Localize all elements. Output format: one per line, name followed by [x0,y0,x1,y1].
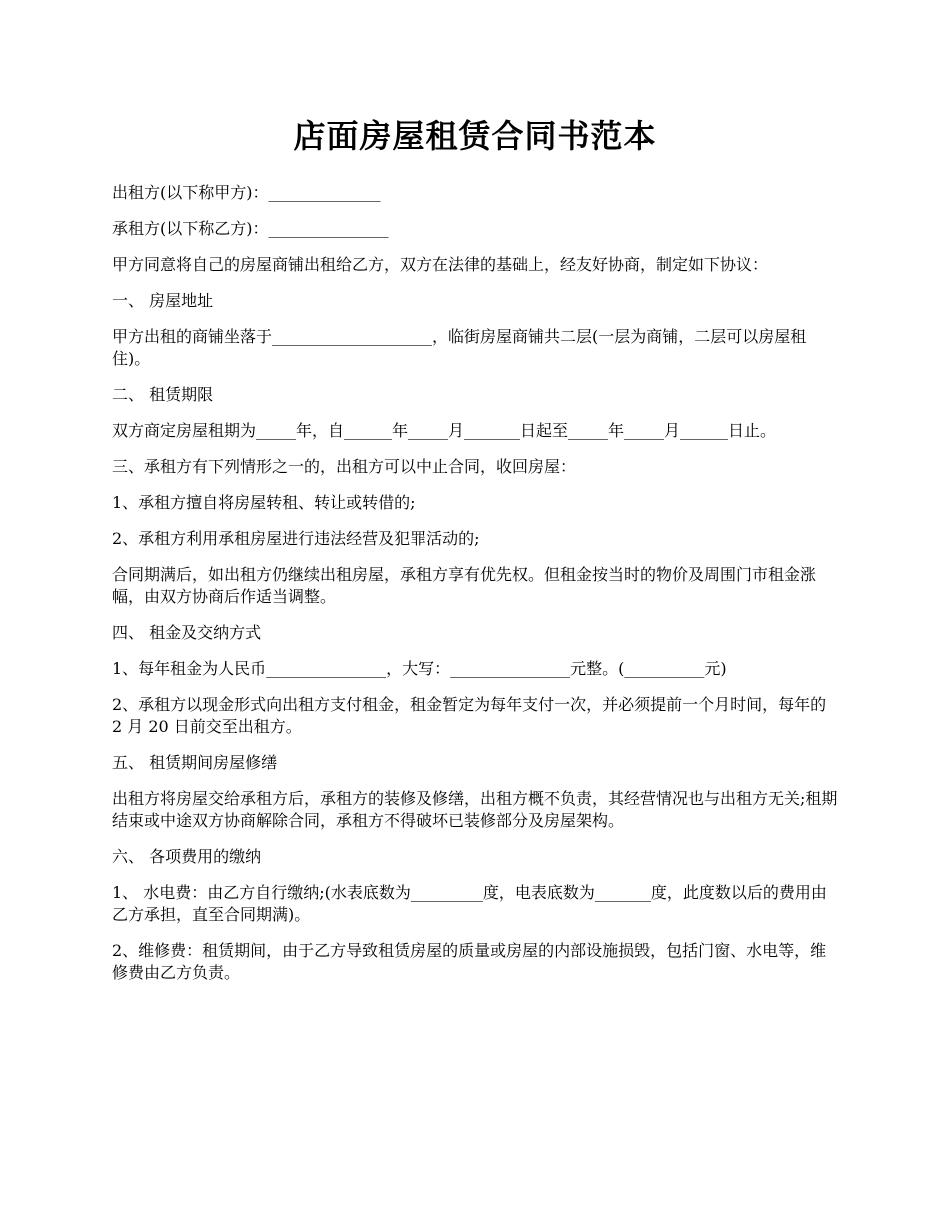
renewal-paragraph: 合同期满后，如出租方仍继续出租房屋，承租方享有优先权。但租金按当时的物价及周围门市租金涨幅，由双方协商后作适当调整。 [112,565,817,606]
section-heading-term: 二、 租赁期限 [112,385,214,404]
section-heading-address: 一、 房屋地址 [112,291,214,310]
rent-item-2: 2、承租方以现金形式向出租方支付租金，租金暂定为每年支付一次，并必须提前一个月时间，每年的 2 月 20 日前交至出租方。 [112,695,832,736]
intro-paragraph: 甲方同意将自己的房屋商铺出租给乙方，双方在法律的基础上，经友好协商，制定如下协议： [112,255,769,274]
document-body [112,182,838,984]
repairs-paragraph: 出租方将房屋交给承租方后，承租方的装修及修缮，出租方概不负责，其经营情况也与出租方无关;租期结束或中途双方协商解除合同，承租方不得破坏已装修部分及房屋架构。 [112,789,838,830]
section-heading-termination: 三、承租方有下列情形之一的，出租方可以中止合同，收回房屋： [112,457,577,476]
fees-item-1: 1、 水电费：由乙方自行缴纳;(水表底数为_________度，电表底数为_______度，此度数以后的费用由乙方承担，直至合同期满)。 [112,883,827,924]
party-a-line: 出租方(以下称甲方)：______________ [112,183,381,202]
party-b-line: 承租方(以下称乙方)：_______________ [112,219,389,238]
section-heading-rent: 四、 租金及交纳方式 [112,623,262,642]
fees-item-2: 2、维修费：租赁期间，由于乙方导致租赁房屋的质量或房屋的内部设施损毁，包括门窗、水电等，维修费由乙方负责。 [112,941,827,982]
address-paragraph: 甲方出租的商铺坐落于____________________，临街房屋商铺共二层(一层为商铺，二层可以房屋租住)。 [112,327,807,368]
document-title: 店面房屋租赁合同书范本 [293,117,657,155]
termination-item-2: 2、承租方利用承租房屋进行违法经营及犯罪活动的; [112,529,480,548]
section-heading-fees: 六、 各项费用的缴纳 [112,847,262,866]
term-paragraph: 双方商定房屋租期为_____年，自______年_____月_______日起至_____年_____月______日止。 [112,421,777,440]
rent-item-1: 1、每年租金为人民币_______________，大写：_______________元整。(__________元) [112,659,727,678]
section-heading-repairs: 五、 租赁期间房屋修缮 [112,753,278,772]
termination-item-1: 1、承租方擅自将房屋转租、转让或转借的; [112,493,416,512]
